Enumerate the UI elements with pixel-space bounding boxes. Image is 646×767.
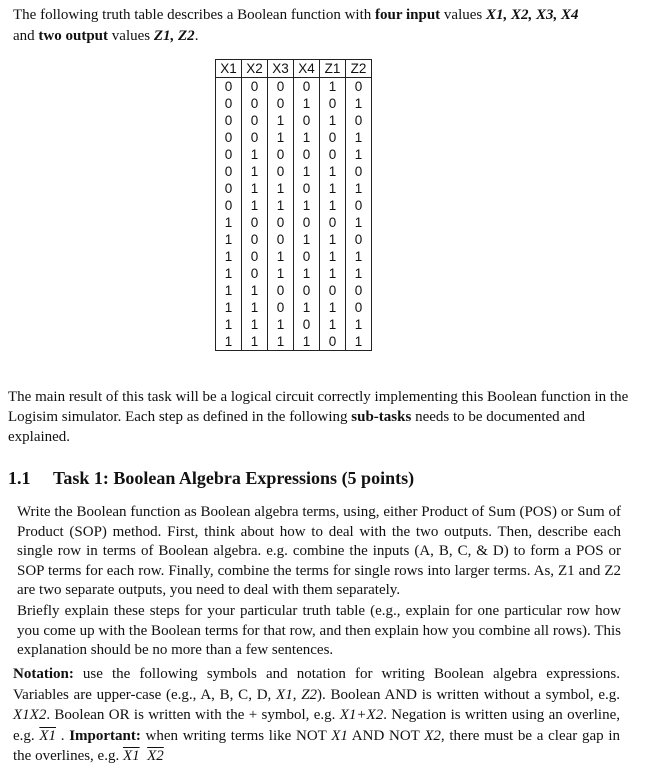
cell-x1: 0 [216, 95, 242, 112]
cell-x2: 1 [242, 146, 268, 163]
intro-two-output: two output [38, 28, 109, 44]
cell-z1: 1 [320, 112, 346, 129]
cell-z1: 0 [320, 146, 346, 163]
cell-x3: 0 [268, 282, 294, 299]
cell-z2: 0 [346, 299, 372, 316]
cell-x4: 0 [294, 316, 320, 333]
notation-text: . [56, 727, 70, 744]
cell-z2: 1 [346, 129, 372, 146]
header-x4: X4 [294, 60, 320, 78]
cell-x4: 1 [294, 265, 320, 282]
notation-paragraph [13, 664, 620, 767]
cell-z2: 0 [346, 231, 372, 248]
main-result-paragraph [8, 387, 638, 447]
notation-text: , [292, 686, 302, 703]
notation-var: X1X2 [13, 707, 47, 723]
truth-table-row [216, 112, 372, 129]
cell-z1: 1 [320, 180, 346, 197]
intro-paragraph [13, 5, 638, 47]
cell-x3: 1 [268, 197, 294, 214]
task-paragraph-1: Write the Boolean function as Boolean algebra terms, using, either Product of Sum (POS) or Sum of Product (SOP) method. First, think about how to deal with the two outputs. Then, describe each single row in terms of Boolean algebra. e.g. combine the inputs (A, B, C, & D) to form a POS or SOP terms for each row. Finally, combine the terms for single rows into larger terms. As, Z1 and Z2 are two separate outputs, you need to deal with them separately. [17, 504, 621, 598]
cell-z1: 1 [320, 197, 346, 214]
cell-z2: 0 [346, 112, 372, 129]
cell-z2: 1 [346, 316, 372, 333]
cell-z1: 0 [320, 282, 346, 299]
truth-table-row [216, 95, 372, 112]
main-result-subtasks: sub-tasks [351, 409, 412, 425]
cell-x2: 1 [242, 197, 268, 214]
cell-z2: 0 [346, 78, 372, 96]
cell-z2: 0 [346, 197, 372, 214]
notation-text: ). Boolean AND is written without a symbol, e.g. [317, 686, 621, 703]
cell-x2: 1 [242, 299, 268, 316]
notation-var: Z2 [301, 686, 318, 703]
notation-text: when writing terms like NOT [140, 727, 332, 744]
truth-table-header-row [216, 60, 372, 78]
header-x3: X3 [268, 60, 294, 78]
cell-x4: 1 [294, 231, 320, 248]
cell-z2: 1 [346, 248, 372, 265]
cell-x2: 0 [242, 95, 268, 112]
notation-text: AND NOT [347, 727, 425, 744]
cell-x3: 0 [268, 231, 294, 248]
cell-z1: 0 [320, 333, 346, 351]
intro-text: values [440, 7, 486, 23]
cell-x1: 1 [216, 231, 242, 248]
truth-table-row [216, 333, 372, 351]
cell-z1: 1 [320, 316, 346, 333]
cell-x1: 0 [216, 112, 242, 129]
cell-x1: 1 [216, 248, 242, 265]
cell-z2: 1 [346, 95, 372, 112]
cell-x2: 0 [242, 248, 268, 265]
cell-x4: 0 [294, 180, 320, 197]
truth-table-row [216, 265, 372, 282]
intro-text: values [108, 28, 154, 44]
cell-x4: 0 [294, 146, 320, 163]
cell-x3: 1 [268, 316, 294, 333]
cell-x2: 1 [242, 180, 268, 197]
cell-x4: 0 [294, 282, 320, 299]
cell-x2: 0 [242, 78, 268, 96]
truth-table-row [216, 197, 372, 214]
intro-four-input: four input [375, 7, 441, 23]
cell-z2: 0 [346, 163, 372, 180]
cell-z1: 0 [320, 214, 346, 231]
cell-x2: 0 [242, 214, 268, 231]
intro-input-vars: X1, X2, X3, X4 [486, 7, 579, 23]
header-z1: Z1 [320, 60, 346, 78]
cell-x2: 1 [242, 282, 268, 299]
cell-x1: 0 [216, 146, 242, 163]
cell-x1: 0 [216, 180, 242, 197]
truth-table-row [216, 316, 372, 333]
truth-table-row [216, 146, 372, 163]
cell-x3: 1 [268, 333, 294, 351]
cell-x3: 1 [268, 112, 294, 129]
truth-table-row [216, 214, 372, 231]
cell-z1: 1 [320, 299, 346, 316]
notation-important: Important: [69, 727, 141, 744]
cell-x1: 0 [216, 163, 242, 180]
header-z2: Z2 [346, 60, 372, 78]
notation-negated-var: X1 [122, 748, 140, 764]
notation-label: Notation: [13, 666, 74, 682]
intro-text: and [13, 28, 39, 44]
cell-z2: 1 [346, 146, 372, 163]
cell-x4: 1 [294, 129, 320, 146]
cell-x4: 1 [294, 333, 320, 351]
cell-x4: 0 [294, 112, 320, 129]
cell-x4: 0 [294, 78, 320, 96]
cell-z2: 1 [346, 333, 372, 351]
cell-x2: 1 [242, 163, 268, 180]
truth-table-row [216, 129, 372, 146]
cell-x3: 1 [268, 129, 294, 146]
truth-table-body [216, 78, 372, 351]
cell-x4: 0 [294, 214, 320, 231]
cell-x2: 0 [242, 265, 268, 282]
cell-x4: 1 [294, 197, 320, 214]
truth-table-row [216, 299, 372, 316]
section-number: 1.1 [8, 468, 31, 488]
cell-x1: 1 [216, 282, 242, 299]
notation-var: X1 [331, 727, 348, 744]
cell-x2: 1 [242, 333, 268, 351]
cell-x4: 1 [294, 95, 320, 112]
cell-z1: 1 [320, 78, 346, 96]
main-result-text: The main result of this task will be a logical circuit correctly implementing this Boolean function in the Logisim simulator. Each step as defined in the following [8, 389, 629, 425]
section-heading [8, 468, 414, 489]
notation-text: . Boolean OR is written with the + symbol, e.g. [46, 707, 340, 723]
cell-z1: 1 [320, 163, 346, 180]
notation-negated-var: X2 [147, 748, 164, 764]
cell-x4: 1 [294, 299, 320, 316]
header-x1: X1 [216, 60, 242, 78]
notation-var: X2 [424, 727, 441, 744]
cell-x3: 0 [268, 299, 294, 316]
cell-x1: 0 [216, 78, 242, 96]
cell-x3: 0 [268, 163, 294, 180]
cell-x3: 0 [268, 78, 294, 96]
cell-x2: 0 [242, 112, 268, 129]
cell-x2: 0 [242, 231, 268, 248]
cell-x1: 1 [216, 333, 242, 351]
cell-x1: 1 [216, 316, 242, 333]
cell-z2: 1 [346, 180, 372, 197]
truth-table-row [216, 78, 372, 96]
intro-output-vars: Z1, Z2 [153, 28, 195, 44]
truth-table-row [216, 231, 372, 248]
cell-x1: 0 [216, 129, 242, 146]
notation-text: use the following symbols and notation for writing Boolean algebra expressions. Variables are upper-case (e.g., A, B, C, D, [13, 666, 620, 703]
cell-x1: 0 [216, 197, 242, 214]
truth-table-row [216, 248, 372, 265]
cell-x1: 1 [216, 265, 242, 282]
cell-x3: 1 [268, 180, 294, 197]
task-paragraph-2: Briefly explain these steps for your particular truth table (e.g., explain for one particular row how you come up with the Boolean terms for that row, and then explain how you combine all rows). This explanation should be no more than a few sentences. [17, 603, 621, 658]
cell-x2: 0 [242, 129, 268, 146]
cell-z1: 1 [320, 248, 346, 265]
cell-x1: 1 [216, 214, 242, 231]
truth-table [215, 59, 372, 351]
cell-z1: 1 [320, 265, 346, 282]
header-x2: X2 [242, 60, 268, 78]
truth-table-row [216, 282, 372, 299]
truth-table-row [216, 180, 372, 197]
cell-z2: 1 [346, 265, 372, 282]
cell-x3: 0 [268, 146, 294, 163]
notation-negated-var: X1 [39, 727, 57, 744]
cell-z2: 1 [346, 214, 372, 231]
cell-x3: 0 [268, 95, 294, 112]
cell-x3: 1 [268, 265, 294, 282]
cell-x2: 1 [242, 316, 268, 333]
cell-x3: 0 [268, 214, 294, 231]
intro-text: The following truth table describes a Boolean function with [13, 7, 375, 23]
intro-text: . [194, 28, 199, 44]
notation-text: , there must be a clear gap in the overlines, e.g. [13, 727, 620, 764]
notation-text: . Negation is written using an overline, e.g. [13, 707, 620, 744]
cell-x3: 1 [268, 248, 294, 265]
cell-z1: 0 [320, 95, 346, 112]
notation-var: X1+X2 [339, 707, 384, 723]
cell-z1: 0 [320, 129, 346, 146]
cell-x4: 1 [294, 163, 320, 180]
cell-x4: 0 [294, 248, 320, 265]
cell-z1: 1 [320, 231, 346, 248]
section-title: Task 1: Boolean Algebra Expressions (5 points) [53, 468, 415, 488]
truth-table-row [216, 163, 372, 180]
cell-z2: 0 [346, 282, 372, 299]
notation-var: X1 [276, 686, 293, 703]
cell-x1: 1 [216, 299, 242, 316]
main-result-text: needs to be documented and explained. [8, 409, 586, 445]
